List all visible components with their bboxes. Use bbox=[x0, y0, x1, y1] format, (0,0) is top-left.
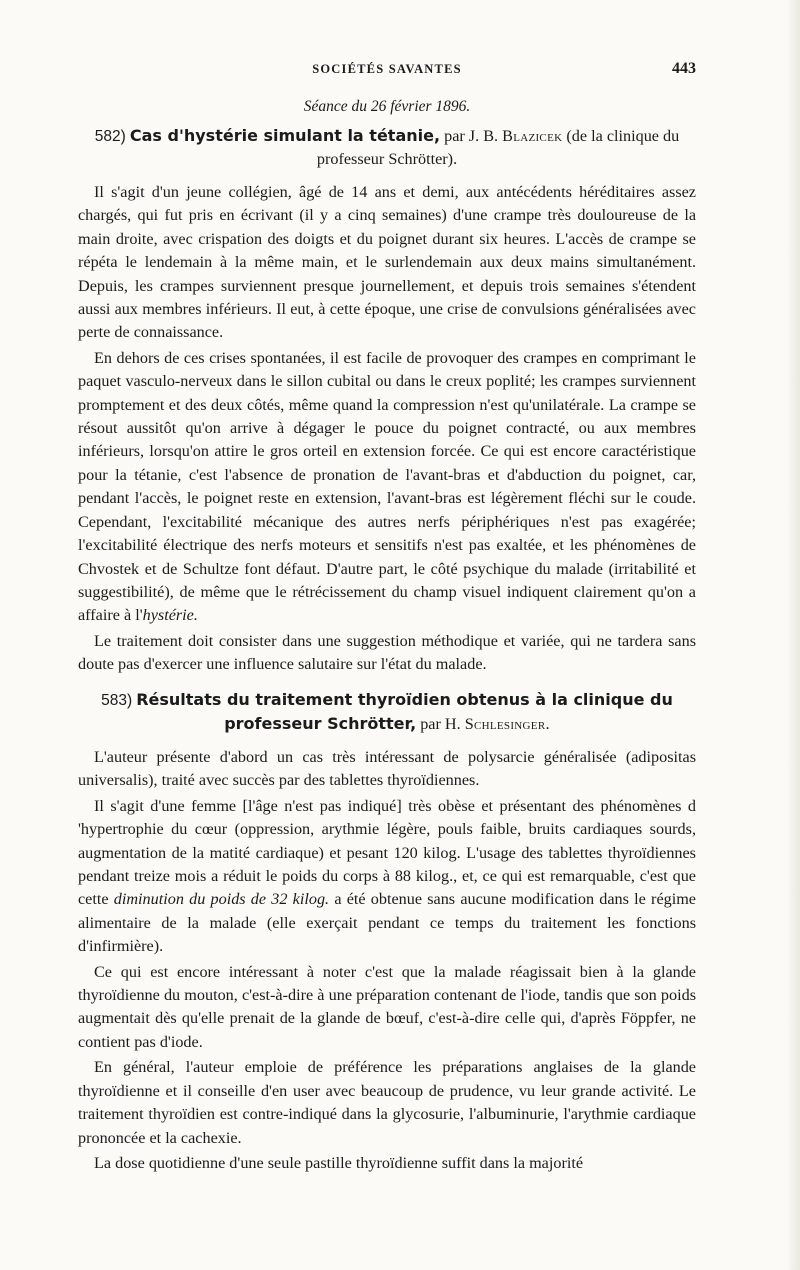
article-affiliation: (de la clinique du professeur Schrötter). bbox=[316, 127, 680, 168]
article-heading bbox=[78, 688, 696, 736]
paragraph-text: En dehors de ces crises spontanées, il est facile de provoquer des crampes en comprimant le paquet vasculo-nerveux dans le sillon cubital ou dans le creux poplité; les crampes surviennent promptement et des deux côtés, même quand la compression n'est qu'unilatérale. La crampe se résout aussitôt qu'on arrive à dégager le pouce du poignet contracté, ou aux membres inférieurs, lorsqu'on attire le gros orteil en extension forcée. Ce qui est encore caractéristique pour la tétanie, c'est l'absence de pronation de l'avant-bras et d'abduction du poignet, car, pendant l'accès, le poignet reste en extension, l'avant-bras est légèrement fléchi sur le coude. Cependant, l'excitabilité mécanique des autres nerfs périphériques n'est pas exagérée; l'excitabilité électrique des nerfs moteurs et sensitifs n'est pas exaltée, et les phénomènes de Chvostek et de Schultze font défaut. D'autre part, le côté psychique du malade (irritabilité et suggestibilité), de même que le rétrécissement du champ visuel indiquent clairement qu'on a affaire à l' bbox=[78, 348, 696, 625]
paragraph-text: Il s'agit d'une femme [l'âge n'est pas indiqué] très obèse et présentant des phénomènes d 'hypertrophie du cœur (oppression, arythmie légère, pouls faible, bruits cardiaques sourds, augmentation de la matité cardiaque) et pesant 120 kilog. L'usage des tablettes thyroïdiennes pendant treize mois a réduit le poids du corps à 88 kilog., et, ce qui est remarquable, c'est que cette bbox=[78, 796, 696, 909]
byline-par: par H. bbox=[416, 715, 465, 733]
paragraph: L'auteur présente d'abord un cas très intéressant de polysarcie généralisée (adipositas universalis), traité avec succès par des tablettes thyroïdiennes. bbox=[78, 748, 696, 790]
paragraph: La dose quotidienne d'une seule pastille thyroïdienne suffit dans la majorité bbox=[94, 1153, 584, 1172]
article-583 bbox=[78, 688, 696, 1175]
page-number: 443 bbox=[672, 60, 696, 77]
paragraph: En général, l'auteur emploie de préférence les préparations anglaises de la glande thyroïdienne et il conseille d'en user avec beaucoup de prudence, vu leur grande activité. Le traitement thyroïdien est contre-indiqué dans la glycosurie, l'albuminurie, l'arythmie cardiaque prononcée et la cachexie. bbox=[78, 1058, 696, 1147]
article-title: Résultats du traitement thyroïdien obtenus à la clinique du professeur Schrötter, bbox=[136, 690, 673, 733]
page-header bbox=[78, 62, 696, 84]
paragraph: Le traitement doit consister dans une suggestion méthodique et variée, qui ne tardera sans doute pas d'exercer une influence salutaire sur l'état du malade. bbox=[78, 631, 696, 674]
running-head: SOCIÉTÉS SAVANTES bbox=[312, 62, 462, 76]
article-number: 582) bbox=[94, 128, 126, 145]
article-heading bbox=[78, 124, 696, 171]
paragraph bbox=[78, 347, 696, 628]
page-edge-shadow bbox=[786, 0, 800, 1270]
session-date: Séance du 26 février 1896. bbox=[303, 98, 471, 115]
paragraph-text: a été obtenue sans aucune modification dans le régime alimentaire de la malade (elle exerçait pendant ce temps du traitement les fonctions d'infirmière). bbox=[78, 890, 696, 956]
article-582 bbox=[78, 124, 696, 677]
paragraph: Ce qui est encore intéressant à noter c'est que la malade réagissait bien à la glande thyroïdienne du mouton, c'est-à-dire à une préparation contenant de l'iode, tandis que son poids augmentait dès qu'elle prenait de la glande de bœuf, c'est-à-dire celle qui, d'après Föppfer, ne contient pas d'iode. bbox=[78, 962, 696, 1051]
article-author: Blazicek bbox=[502, 127, 563, 145]
article-author: Schlesinger. bbox=[464, 715, 550, 733]
article-title: Cas d'hystérie simulant la tétanie, bbox=[129, 126, 441, 145]
italic-phrase: diminution du poids de 32 kilog. bbox=[113, 890, 330, 909]
paragraph bbox=[78, 795, 696, 959]
article-number: 583) bbox=[101, 692, 133, 709]
byline-par: par J. B. bbox=[440, 127, 503, 145]
italic-term: hystérie. bbox=[142, 606, 198, 625]
paragraph: Il s'agit d'un jeune collégien, âgé de 14 ans et demi, aux antécédents héréditaires assez chargés, qui fut pris en écrivant (il y a cinq semaines) d'une crampe très douloureuse de la main droite, avec crispation des doigts et du poignet durant six heures. L'accès de crampe se répéta le lendemain à la même main, et le surlendemain aux deux mains simultanément. Depuis, les crampes surviennent presque journellement, et depuis trois semaines s'étendent aussi aux membres inférieurs. Il eut, à cette époque, une crise de convulsions généralisées avec perte de connaissance. bbox=[78, 183, 696, 342]
